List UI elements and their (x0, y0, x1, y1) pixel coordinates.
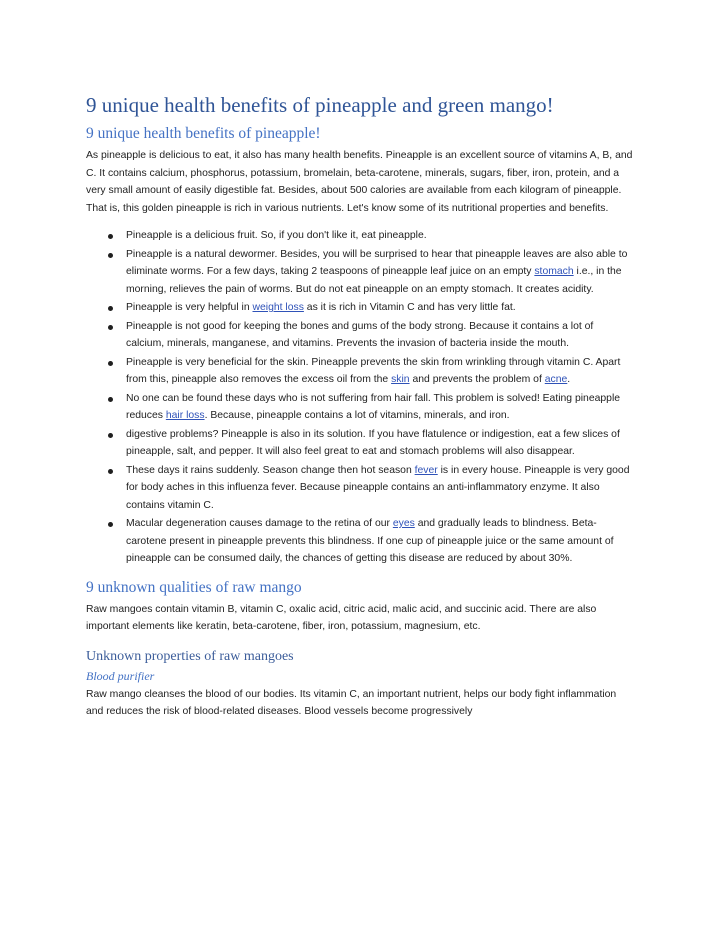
list-item (126, 515, 634, 568)
fever-link[interactable]: fever (414, 464, 438, 476)
list-item (126, 462, 634, 515)
list-item-text: Pineapple is very helpful in (126, 302, 253, 313)
list-item-text: as it is rich in Vitamin C and has very little fat. (303, 302, 516, 313)
list-item (126, 246, 634, 299)
eyes-link[interactable]: eyes (392, 518, 415, 529)
list-item (126, 318, 634, 353)
stomach-link[interactable]: stomach (534, 266, 574, 277)
pineapple-benefits-list (86, 227, 634, 568)
list-item-text: Pineapple is a delicious fruit. So, if you don't like it, eat pineapple. (126, 230, 427, 241)
list-item-text: Pineapple is a natural dewormer. Besides, you will be surprised to hear that pineapple leaves are also able to eliminate worms. For a few days, taking 2 teaspoons of pineapple leaf juice on an empty (126, 248, 628, 277)
mango-section-heading: 9 unknown qualities of raw mango (86, 578, 302, 596)
blood-purifier-heading: Blood purifier (86, 668, 155, 683)
skin-link[interactable]: skin (391, 374, 410, 385)
list-item-text: is in every house. Pineapple is very good for body aches in this influenza fever. Because pineapple contains an anti-inflammatory enzyme. It also contains vitamin C. (126, 464, 630, 511)
list-item-text: i.e., in the morning, relieves the pain of worms. But do not eat pineapple on an empty stomach. It creates acidity. (126, 266, 622, 295)
hair-loss-link[interactable]: hair loss (165, 410, 205, 421)
document-title: 9 unique health benefits of pineapple and green mango! (86, 93, 554, 117)
list-item-text: No one can be found these days who is not suffering from hair fall. This problem is solved! Eating pineapple reduces (126, 392, 621, 421)
blood-purifier-paragraph: Raw mango cleanses the blood of our bodies. Its vitamin C, an important nutrient, helps our body fight inflammation and reduces the risk of blood-related diseases. Blood vessels become progressively (86, 688, 617, 717)
mango-properties-heading: Unknown properties of raw mangoes (86, 648, 294, 664)
list-item-text: Pineapple is not good for keeping the bones and gums of the body strong. Because it contains a lot of calcium, minerals, manganese, and vitamins. Prevents the invasion of bacteria inside the mouth. (126, 320, 594, 349)
list-item-text: . (567, 374, 571, 385)
acne-link[interactable]: acne (544, 374, 568, 385)
list-item-text: Macular degeneration causes damage to the retina of our (126, 518, 393, 529)
pineapple-section-heading: 9 unique health benefits of pineapple! (86, 125, 321, 142)
list-item-text: and gradually leads to blindness. Beta-carotene present in pineapple prevents this blindness. If one cup of pineapple juice or the same amount of pineapple can be consumed daily, the chances of getting this disease are reduced by about 30%. (126, 518, 614, 564)
list-item (126, 354, 634, 389)
list-item (126, 426, 634, 461)
list-item-text: Pineapple is very beneficial for the skin. Pineapple prevents the skin from wrinkling through vitamin C. Apart from this, pineapple also removes the excess oil from the (126, 356, 621, 385)
list-item-text: digestive problems? Pineapple is also in its solution. If you have flatulence or indigestion, eat a few slices of pineapple, salt, and pepper. It will also feel great to eat and stomach problems will also disappear. (126, 428, 620, 457)
list-item (126, 299, 634, 317)
list-item-text: . Because, pineapple contains a lot of vitamins, minerals, and iron. (204, 410, 510, 421)
list-item-text: These days it rains suddenly. Season change then hot season (126, 464, 415, 476)
mango-intro-paragraph: Raw mangoes contain vitamin B, vitamin C, oxalic acid, citric acid, malic acid, and succinic acid. There are also important elements like keratin, beta-carotene, fiber, iron, potassium, magnesium, etc. (86, 603, 597, 632)
weight-loss-link[interactable]: weight loss (252, 302, 304, 313)
pineapple-intro-paragraph: As pineapple is delicious to eat, it also has many health benefits. Pineapple is an excellent source of vitamins A, B, and C. It contains calcium, phosphorus, potassium, bromelain, beta-carotene, minerals, sugars, fiber, iron, protein, and a very small amount of easily digestible fat. Besides, about 500 calories are available from each kilogram of pineapple. That is, this golden pineapple is rich in various nutrients. Let's know some of its nutritional properties and benefits. (86, 150, 633, 214)
list-item (126, 390, 634, 425)
list-item (126, 227, 634, 245)
list-item-text: and prevents the problem of (409, 374, 545, 385)
